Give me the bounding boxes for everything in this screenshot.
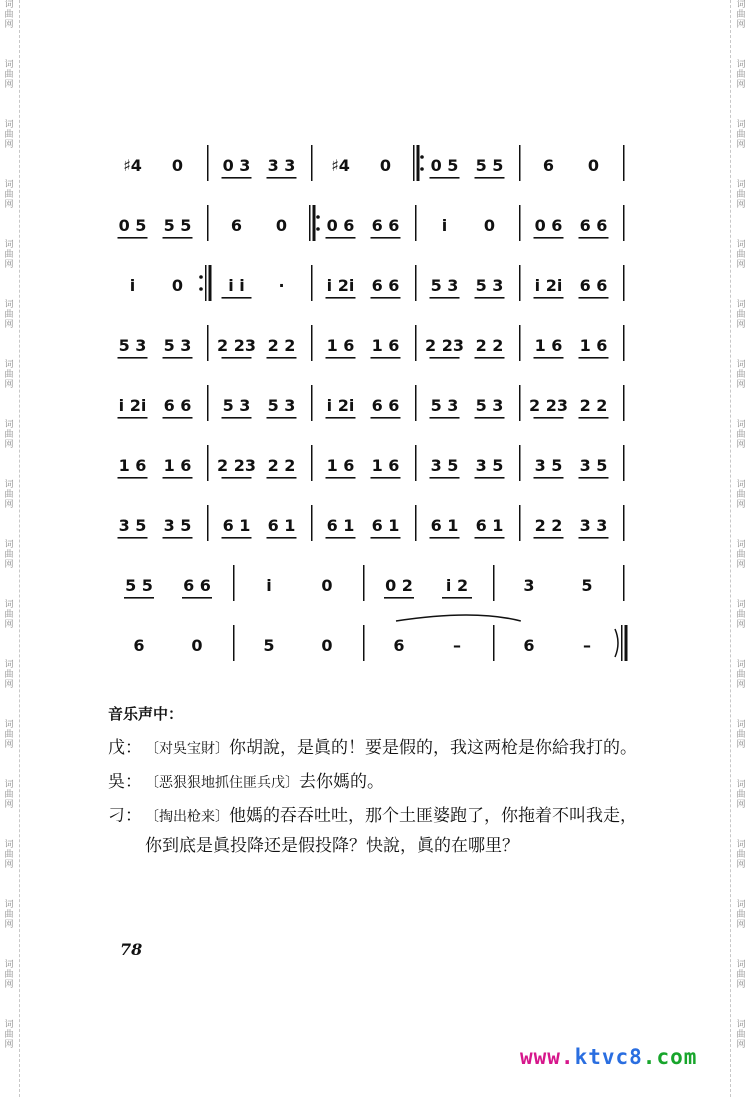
watermark-text: 词曲网: [736, 0, 746, 30]
watermark-text: 词曲网: [736, 600, 746, 630]
note-group: 6 1: [430, 516, 459, 535]
barline: [519, 265, 521, 301]
beam-underline: [534, 357, 564, 359]
watermark-text: 词曲网: [4, 120, 14, 150]
note-group: i 2i: [326, 276, 355, 295]
note: 6: [230, 216, 243, 235]
beam-underline: [475, 417, 505, 419]
beam-underline: [326, 477, 356, 479]
note: 5: [263, 636, 275, 655]
site-watermark: [520, 1045, 697, 1069]
note: 0: [171, 276, 184, 295]
barline: [415, 445, 417, 481]
note-group: 6 6: [579, 216, 608, 235]
barline: [623, 145, 625, 181]
note-group: 3 5: [118, 516, 147, 535]
note-group: 2 23: [217, 336, 256, 355]
watermark-text: 词曲网: [736, 480, 746, 510]
note-group: 6 1: [267, 516, 296, 535]
beam-underline: [118, 477, 148, 479]
barline: [623, 505, 625, 541]
watermark-text: 词曲网: [4, 360, 14, 390]
note-group: 3 5: [534, 456, 563, 475]
note-group: 1 6: [163, 456, 192, 475]
beam-underline: [371, 537, 401, 539]
note-group: 6 1: [222, 516, 251, 535]
watermark-text: 词曲网: [736, 360, 746, 390]
watermark-text: 词曲网: [4, 660, 14, 690]
watermark-left: [2, 0, 16, 1097]
stage-direction: 〔恶狠狠地抓住匪兵戊〕: [145, 775, 299, 791]
beam-underline: [326, 297, 356, 299]
beam-underline: [534, 237, 564, 239]
note: 0: [171, 156, 184, 175]
watermark-text: 词曲网: [4, 840, 14, 870]
beam-underline: [534, 297, 564, 299]
beam-underline: [430, 537, 460, 539]
beam-underline: [118, 237, 148, 239]
barline: [207, 325, 209, 361]
barline: [233, 565, 235, 601]
barline: [311, 325, 313, 361]
beam-underline: [442, 597, 472, 599]
beam-underline: [163, 357, 193, 359]
note-group: 2 23: [217, 456, 256, 475]
beam-underline: [326, 417, 356, 419]
score-row: [110, 375, 630, 435]
watermark-text: 词曲网: [736, 900, 746, 930]
note: i: [441, 216, 448, 235]
note-group: 2 2: [579, 396, 608, 415]
watermark-right: [734, 0, 748, 1097]
score-row-graphic: [110, 555, 630, 615]
score-row-graphic: [110, 435, 630, 495]
barline: [519, 325, 521, 361]
score-row: [110, 435, 630, 495]
beam-underline: [163, 417, 193, 419]
note-group: 2 2: [267, 336, 296, 355]
watermark-text: 词曲网: [736, 60, 746, 90]
beam-underline: [267, 537, 297, 539]
beam-underline: [579, 417, 609, 419]
beam-underline: [371, 357, 401, 359]
watermark-text: 词曲网: [736, 780, 746, 810]
note: 6: [523, 636, 535, 655]
site-prefix: www.: [520, 1045, 575, 1069]
watermark-text: 词曲网: [4, 240, 14, 270]
beam-underline: [534, 477, 564, 479]
beam-underline: [579, 357, 609, 359]
score-row: [110, 195, 630, 255]
note-group: 0 5: [430, 156, 459, 175]
beam-underline: [222, 357, 252, 359]
note-group: 6 1: [326, 516, 355, 535]
barline: [363, 625, 365, 661]
dialogue-line: [108, 768, 648, 798]
barline: [233, 625, 235, 661]
barline: [519, 385, 521, 421]
note-group: 2 23: [529, 396, 568, 415]
note: ·: [278, 276, 285, 295]
barline: [413, 145, 424, 181]
watermark-text: 词曲网: [4, 780, 14, 810]
watermark-text: 词曲网: [736, 300, 746, 330]
beam-underline: [222, 537, 252, 539]
watermark-text: 词曲网: [736, 240, 746, 270]
watermark-text: 词曲网: [4, 900, 14, 930]
barline: [415, 505, 417, 541]
note: 0: [483, 216, 496, 235]
score-row: [110, 495, 630, 555]
barline: [207, 445, 209, 481]
watermark-text: 词曲网: [4, 60, 14, 90]
note: 0: [275, 216, 288, 235]
barline: [623, 205, 625, 241]
note-group: 1 6: [326, 456, 355, 475]
beam-underline: [430, 477, 460, 479]
note: 0: [379, 156, 392, 175]
barline: [623, 565, 625, 601]
speaker-label: 戊：: [108, 738, 142, 758]
speech-text: 他媽的吞吞吐吐，那个土匪婆跑了，你拖着不叫我走，你到底是眞投降还是假投降？快說，眞的在哪里？: [145, 806, 637, 856]
note: i: [129, 276, 136, 295]
page-number: 78: [120, 940, 143, 959]
note: 5: [581, 576, 593, 595]
dialogue-line: [108, 734, 648, 764]
barline: [519, 445, 521, 481]
note: 6: [393, 636, 405, 655]
note-group: 5 3: [475, 396, 504, 415]
note-group: 6 6: [371, 276, 400, 295]
note-group: 6 6: [579, 276, 608, 295]
left-margin-guide: [19, 0, 20, 1097]
note-group: i 2i: [118, 396, 147, 415]
stage-direction: 〔对吳宝財〕: [145, 741, 229, 757]
barline: [311, 265, 313, 301]
note-group: 3 3: [267, 156, 296, 175]
note-group: 0 2: [385, 576, 413, 595]
watermark-text: 词曲网: [736, 1020, 746, 1050]
right-margin-guide: [730, 0, 731, 1097]
score-row-graphic: [110, 495, 630, 555]
beam-underline: [371, 297, 401, 299]
beam-underline: [267, 417, 297, 419]
score-row: [110, 615, 630, 675]
watermark-text: 词曲网: [4, 180, 14, 210]
beam-underline: [163, 477, 193, 479]
note-group: 6 6: [163, 396, 192, 415]
note-group: 5 5: [475, 156, 504, 175]
beam-underline: [430, 177, 460, 179]
note: 0: [587, 156, 600, 175]
note: 0: [191, 636, 203, 655]
note: 0: [321, 576, 333, 595]
barline: [623, 265, 625, 301]
beam-underline: [222, 417, 252, 419]
beam-underline: [430, 297, 460, 299]
note-group: 6 6: [371, 216, 400, 235]
note-group: 1 6: [371, 456, 400, 475]
note: i: [266, 576, 272, 595]
note: ♯4: [123, 156, 142, 175]
beam-underline: [163, 537, 193, 539]
site-name: ktvc8: [574, 1045, 643, 1069]
beam-underline: [371, 477, 401, 479]
stage-direction: 〔掏出枪来〕: [145, 809, 229, 825]
watermark-text: 词曲网: [4, 720, 14, 750]
beam-underline: [326, 537, 356, 539]
note-group: 3 3: [579, 516, 608, 535]
watermark-text: 词曲网: [4, 540, 14, 570]
watermark-text: 词曲网: [736, 840, 746, 870]
barline: [519, 145, 521, 181]
note-group: 5 3: [430, 276, 459, 295]
barline: [415, 205, 417, 241]
beam-underline: [267, 477, 297, 479]
beam-underline: [579, 237, 609, 239]
watermark-text: 词曲网: [4, 480, 14, 510]
barline: [207, 145, 209, 181]
beam-underline: [430, 417, 460, 419]
note-group: i 2i: [534, 276, 563, 295]
note-group: 5 5: [125, 576, 153, 595]
note-group: 5 3: [430, 396, 459, 415]
beam-underline: [182, 597, 212, 599]
note-group: 2 23: [425, 336, 464, 355]
barline: [623, 385, 625, 421]
barline: [207, 205, 209, 241]
barline: [207, 385, 209, 421]
tie-arc: [396, 615, 521, 621]
note-group: 0 5: [118, 216, 147, 235]
note: 6: [542, 156, 555, 175]
note-group: 5 5: [163, 216, 192, 235]
score-row-graphic: [110, 315, 630, 375]
barline: [309, 205, 320, 241]
beam-underline: [475, 537, 505, 539]
note-group: 1 6: [118, 456, 147, 475]
beam-underline: [222, 297, 252, 299]
beam-underline: [579, 477, 609, 479]
score-row-graphic: [110, 615, 630, 675]
beam-underline: [118, 537, 148, 539]
speech-text: 你胡說，是眞的！要是假的，我这两枪是你給我打的。: [229, 738, 637, 758]
note-group: 1 6: [371, 336, 400, 355]
beam-underline: [430, 357, 460, 359]
watermark-text: 词曲网: [4, 600, 14, 630]
watermark-text: 词曲网: [4, 420, 14, 450]
dialogue-line: [108, 802, 648, 861]
note-group: 5 3: [475, 276, 504, 295]
note-group: i 2i: [326, 396, 355, 415]
note-group: 2 2: [534, 516, 563, 535]
note-group: i 2: [445, 576, 469, 595]
beam-underline: [534, 417, 564, 419]
beam-underline: [326, 357, 356, 359]
note-group: 6 6: [371, 396, 400, 415]
beam-underline: [534, 537, 564, 539]
beam-underline: [475, 297, 505, 299]
watermark-text: 词曲网: [736, 540, 746, 570]
note-group: i i: [228, 276, 245, 295]
barline: [519, 505, 521, 541]
note: –: [583, 636, 591, 655]
note-group: 2 2: [267, 456, 296, 475]
barline: [493, 625, 495, 661]
note-group: 1 6: [326, 336, 355, 355]
beam-underline: [118, 357, 148, 359]
note-group: 1 6: [534, 336, 563, 355]
note-group: 5 3: [118, 336, 147, 355]
beam-underline: [475, 177, 505, 179]
barline: [415, 265, 417, 301]
note-group: 1 6: [579, 336, 608, 355]
score-row: [110, 135, 630, 195]
barline: [615, 625, 628, 661]
barline: [311, 505, 313, 541]
beam-underline: [475, 477, 505, 479]
note-group: 3 5: [579, 456, 608, 475]
beam-underline: [475, 357, 505, 359]
beam-underline: [124, 597, 154, 599]
barline: [623, 445, 625, 481]
watermark-text: 词曲网: [736, 720, 746, 750]
note: 0: [321, 636, 333, 655]
beam-underline: [371, 417, 401, 419]
note-group: 5 3: [222, 396, 251, 415]
note-group: 3 5: [475, 456, 504, 475]
beam-underline: [579, 537, 609, 539]
watermark-text: 词曲网: [4, 1020, 14, 1050]
note: 3: [523, 576, 535, 595]
note-group: 6 1: [475, 516, 504, 535]
score-row-graphic: [110, 375, 630, 435]
score-row-graphic: [110, 255, 630, 315]
barline: [415, 325, 417, 361]
barline: [199, 265, 211, 301]
site-suffix: .com: [642, 1045, 698, 1069]
watermark-text: 词曲网: [4, 0, 14, 30]
barline: [311, 385, 313, 421]
score-row-graphic: [110, 195, 630, 255]
beam-underline: [267, 177, 297, 179]
speaker-label: 吳：: [108, 772, 142, 792]
beam-underline: [384, 597, 414, 599]
watermark-text: 词曲网: [4, 960, 14, 990]
watermark-text: 词曲网: [4, 300, 14, 330]
numbered-notation-score: [110, 135, 630, 675]
beam-underline: [163, 237, 193, 239]
barline: [415, 385, 417, 421]
watermark-text: 词曲网: [736, 120, 746, 150]
watermark-text: 词曲网: [736, 660, 746, 690]
barline: [311, 145, 313, 181]
note-group: 3 5: [163, 516, 192, 535]
beam-underline: [267, 357, 297, 359]
note-group: 5 3: [163, 336, 192, 355]
speaker-label: 刁：: [108, 806, 142, 826]
score-row: [110, 255, 630, 315]
watermark-text: 词曲网: [736, 420, 746, 450]
beam-underline: [326, 237, 356, 239]
stage-direction-heading: 音乐声中：: [108, 705, 184, 723]
beam-underline: [579, 297, 609, 299]
note: ♯4: [331, 156, 350, 175]
note-group: 0 3: [222, 156, 251, 175]
barline: [493, 565, 495, 601]
note-group: 3 5: [430, 456, 459, 475]
score-row: [110, 555, 630, 615]
note-group: 6 6: [183, 576, 211, 595]
note-group: 6 1: [371, 516, 400, 535]
beam-underline: [222, 477, 252, 479]
barline: [623, 325, 625, 361]
note: 6: [133, 636, 145, 655]
barline: [311, 445, 313, 481]
barline: [519, 205, 521, 241]
note-group: 0 6: [534, 216, 563, 235]
speech-text: 去你媽的。: [299, 772, 384, 792]
script-text: [108, 700, 648, 865]
watermark-text: 词曲网: [736, 180, 746, 210]
barline: [363, 565, 365, 601]
note-group: 5 3: [267, 396, 296, 415]
beam-underline: [371, 237, 401, 239]
score-row: [110, 315, 630, 375]
note: –: [453, 636, 461, 655]
watermark-text: 词曲网: [736, 960, 746, 990]
beam-underline: [222, 177, 252, 179]
note-group: 2 2: [475, 336, 504, 355]
note-group: 0 6: [326, 216, 355, 235]
score-row-graphic: [110, 135, 630, 195]
beam-underline: [118, 417, 148, 419]
barline: [207, 505, 209, 541]
